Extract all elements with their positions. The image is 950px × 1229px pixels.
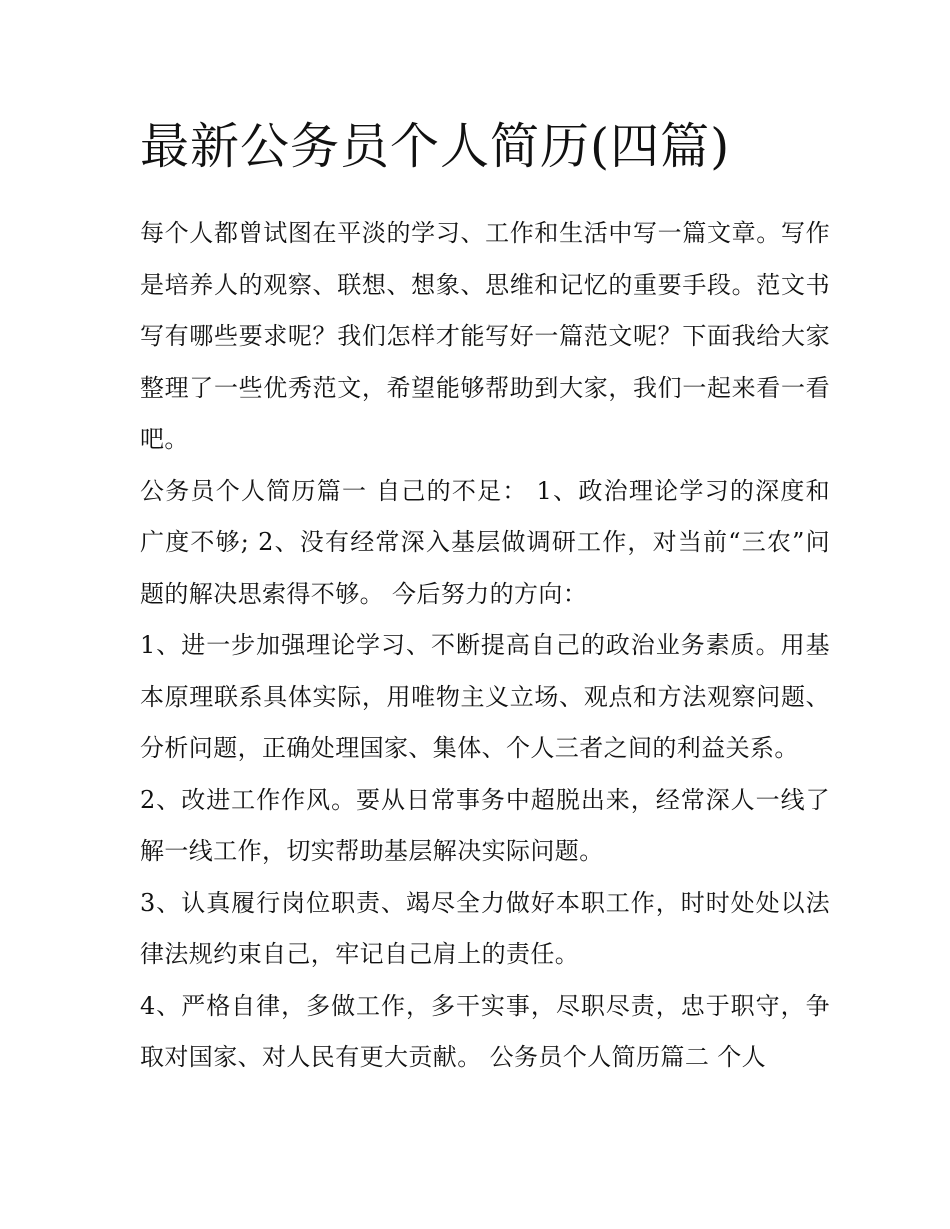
document-body bbox=[140, 208, 830, 1084]
list-item-2: 2、改进工作作风。要从日常事务中超脱出来，经常深人一线了解一线工作，切实帮助基层解决实际问题。 bbox=[140, 785, 830, 865]
list-item-3: 3、认真履行岗位职责、竭尽全力做好本职工作，时时处处以法律法规约束自己，牢记自己肩上的责任。 bbox=[140, 888, 830, 968]
list-item-1: 1、进一步加强理论学习、不断提高自己的政治业务素质。用基本原理联系具体实际，用唯物主义立场、观点和方法观察问题、分析问题，正确处理国家、集体、个人三者之间的利益关系。 bbox=[140, 631, 830, 762]
intro-paragraph: 每个人都曾试图在平淡的学习、工作和生活中写一篇文章。写作是培养人的观察、联想、想象、思维和记忆的重要手段。范文书写有哪些要求呢？我们怎样才能写好一篇范文呢？下面我给大家整理了一些优秀范文，希望能够帮助到大家，我们一起来看一看吧。 bbox=[140, 219, 830, 453]
document-title: 最新公务员个人简历(四篇) bbox=[140, 118, 731, 175]
list-item-4: 4、严格自律，多做工作，多干实事，尽职尽责，忠于职守，争取对国家、对人民有更大贡献。 公务员个人简历篇二 个人 bbox=[140, 991, 830, 1071]
document-page bbox=[140, 110, 830, 1084]
section-one-paragraph: 公务员个人简历篇一 自己的不足： 1、政治理论学习的深度和广度不够; 2、没有经常深入基层做调研工作，对当前“三农”问题的解决思索得不够。 今后努力的方向： bbox=[140, 476, 830, 608]
